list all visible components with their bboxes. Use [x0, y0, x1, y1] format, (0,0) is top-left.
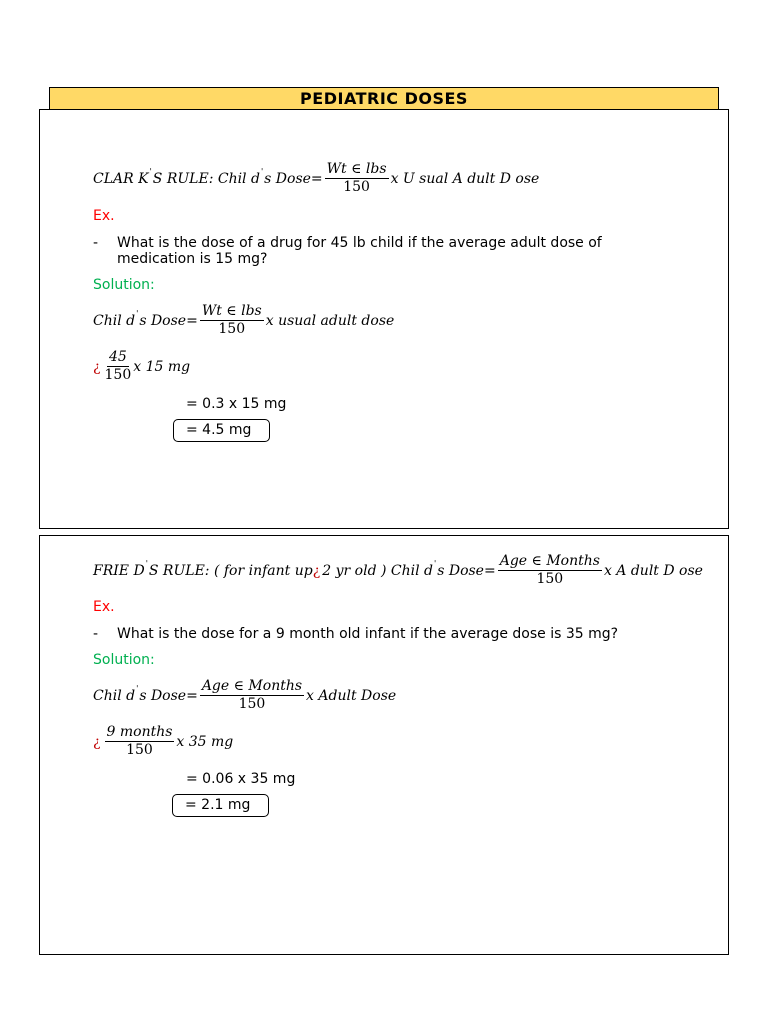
fraction: [200, 679, 304, 712]
formula-text: : ( for infant up: [204, 562, 313, 579]
prime-mark: ': [434, 559, 437, 568]
frieds-rule-formula: [93, 554, 703, 587]
fraction: [105, 725, 175, 758]
formula-text: Chil d: [93, 312, 136, 329]
unrendered-symbol: ¿: [312, 562, 321, 579]
numerator: Wt ∈ lbs: [201, 303, 262, 319]
solution-label: Solution:: [93, 277, 155, 293]
equals: =: [186, 687, 198, 704]
frieds-rule-panel: [39, 535, 729, 955]
denominator: 150: [218, 321, 246, 337]
clarks-rule-panel: [39, 109, 729, 529]
prime-mark: ': [145, 559, 148, 568]
question-text: What is the dose of a drug for 45 lb child if the average adult dose of medication is 15 mg?: [117, 235, 602, 267]
solution-step-3: = 0.3 x 15 mg: [186, 396, 287, 412]
prime-mark: ': [149, 167, 152, 176]
question-item: [93, 626, 653, 644]
solution-step-2: [93, 725, 233, 758]
formula-text: x 15 mg: [133, 358, 191, 375]
formula-text: : Chil d: [208, 170, 260, 187]
denominator: 150: [126, 742, 153, 758]
formula-text: x Adult Dose: [306, 687, 397, 704]
denominator: 150: [104, 367, 132, 383]
formula-text: s Dose: [264, 170, 311, 187]
clarks-rule-formula: [93, 162, 539, 195]
page-title: PEDIATRIC DOSES: [49, 87, 719, 110]
fraction: [325, 162, 389, 195]
question-item: [93, 235, 653, 269]
numerator: Age ∈ Months: [201, 678, 303, 694]
answer-box: = 4.5 mg: [173, 419, 270, 442]
formula-text: x U sual A dult D ose: [390, 170, 540, 187]
solution-step-3: = 0.06 x 35 mg: [186, 771, 296, 787]
bullet-dash: -: [93, 626, 99, 642]
solution-step-2: [93, 350, 190, 383]
formula-text: x 35 mg: [176, 733, 234, 750]
formula-text: 2 yr old ) Chil d: [322, 562, 433, 579]
solution-step-1: [93, 679, 396, 712]
prime-mark: ': [260, 167, 264, 176]
formula-text: s Dose: [139, 687, 187, 704]
example-label: Ex.: [93, 208, 115, 224]
fraction: [200, 304, 264, 337]
numerator: 45: [108, 349, 127, 365]
formula-text: x A dult D ose: [603, 562, 703, 579]
prime-mark: ': [136, 309, 139, 318]
solution-label: Solution:: [93, 652, 155, 668]
formula-text: s Dose: [139, 312, 187, 329]
formula-text: x usual adult dose: [265, 312, 395, 329]
fraction: [498, 554, 602, 587]
answer-box: = 2.1 mg: [172, 794, 269, 817]
formula-text: FRIE D: [93, 562, 145, 579]
unrendered-symbol: ¿: [93, 733, 101, 750]
numerator: Wt ∈ lbs: [326, 161, 387, 177]
denominator: 150: [536, 571, 564, 587]
denominator: 150: [343, 179, 370, 195]
numerator: 9 months: [106, 724, 173, 740]
formula-text: S RULE: [152, 170, 209, 187]
example-label: Ex.: [93, 599, 115, 615]
fraction: [105, 350, 132, 383]
numerator: Age ∈ Months: [499, 553, 600, 569]
prime-mark: ': [136, 684, 139, 693]
unrendered-symbol: ¿: [93, 358, 101, 375]
solution-step-1: [93, 304, 394, 337]
formula-text: Chil d: [93, 687, 136, 704]
formula-text: S RULE: [148, 562, 205, 579]
equals: =: [483, 562, 496, 579]
formula-text: s Dose: [437, 562, 484, 579]
question-text: What is the dose for a 9 month old infant if the average dose is 35 mg?: [117, 626, 619, 642]
formula-text: CLAR K: [93, 170, 149, 187]
bullet-dash: -: [93, 235, 99, 251]
equals: =: [310, 170, 323, 187]
equals: =: [186, 312, 198, 329]
denominator: 150: [238, 696, 266, 712]
